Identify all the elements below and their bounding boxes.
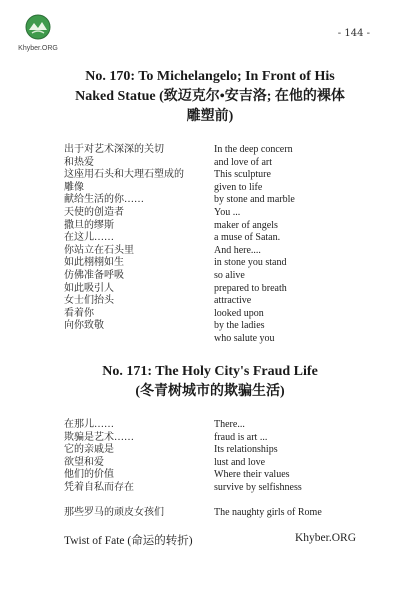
chinese-line: 它的亲戚是 [64,444,114,456]
khyber-logo [14,14,62,60]
english-line: a muse of Satan. [214,232,281,244]
logo-text: Khyber.ORG [18,45,58,52]
english-line: And here.... [214,244,261,256]
poem-170-title-line2: Naked Statue (致迈克尔•安吉洛; 在他的裸体 [75,89,345,104]
chinese-line: 如此吸引人 [64,282,114,294]
chinese-line: 在这儿…… [64,232,114,244]
chinese-line: 如此栩栩如生 [64,257,124,269]
chinese-line: 他们的价值 [64,469,114,481]
poem-171-chinese-continued [64,507,204,520]
chinese-line: 仿佛准备呼吸 [64,269,124,281]
chinese-line: 向你致敬 [64,320,104,332]
english-line: maker of angels [214,219,278,231]
poem-170-title [50,67,370,127]
footer-site: Khyber.ORG [294,532,356,544]
english-line: fraud is art ... [214,431,268,443]
english-line: You ... [214,206,241,218]
english-line: prepared to breath [214,282,287,294]
poem-170-title-line1: No. 170: To Michelangelo; In Front of His [85,69,335,84]
chinese-line: 和热爱 [64,156,94,168]
english-line: by the ladies [214,320,265,332]
chinese-line: 凭着自私而存在 [64,481,134,493]
chinese-line: 在那儿…… [64,419,114,430]
poem-171-title-line2: (冬青树城市的欺骗生活) [135,384,285,399]
english-line: and love of art [214,156,273,168]
footer-book-title: Twist of Fate (命运的转折) [64,535,193,547]
chinese-line: 你站立在石头里 [64,244,134,256]
poem-171-english [214,419,384,495]
chinese-line: 出于对艺术深深的关切 [64,144,164,155]
english-line: In the deep concern [214,144,293,155]
english-line: Its relationships [214,444,278,456]
poem-170-title-line3: 雕塑前) [186,109,234,124]
chinese-line: 欲望和爱 [64,456,104,468]
poem-171-title-line1: No. 171: The Holy City's Fraud Life [102,364,318,379]
poem-170-chinese [64,144,204,333]
english-line: who salute you [214,332,275,344]
chinese-line: 献给生活的你…… [64,194,144,206]
chinese-line: 欺骗是艺术…… [64,431,134,443]
chinese-line: 撒旦的缪斯 [64,219,114,231]
poem-170-english [214,144,384,346]
chinese-line: 女士们抬头 [64,295,114,307]
poem-171-english-continued [214,507,384,520]
chinese-line: 那些罗马的顽皮女孩们 [64,507,164,518]
english-line: lust and love [214,456,266,468]
english-line: Where their values [214,469,290,481]
english-line: attractive [214,295,252,307]
english-line: The naughty girls of Rome [214,507,322,518]
chinese-line: 天使的创造者 [64,206,124,218]
poem-171-chinese [64,419,204,495]
chinese-line: 雕像 [64,181,84,193]
chinese-line: 看着你 [64,307,94,319]
english-line: by stone and marble [214,194,295,206]
chinese-line: 这座用石头和大理石塑成的 [64,169,184,181]
page-number: - 144 - [337,28,370,39]
english-line: looked upon [214,307,264,319]
english-line: given to life [214,181,263,193]
globe-logo-icon [25,14,51,40]
english-line: so alive [214,269,245,281]
english-line: There... [214,419,245,430]
english-line: in stone you stand [214,257,287,269]
english-line: This sculpture [214,169,271,181]
poem-171-title [50,362,370,402]
english-line: survive by selfishness [214,481,302,493]
